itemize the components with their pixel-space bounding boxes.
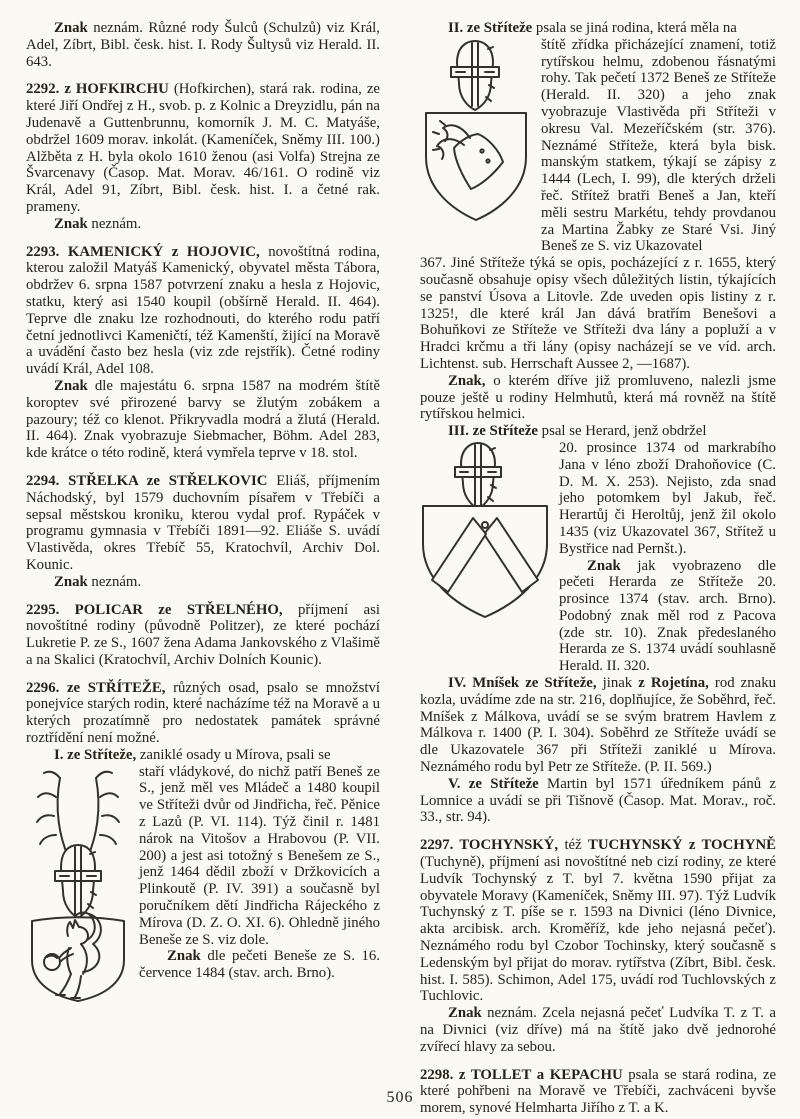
section-3-intro [420, 423, 776, 440]
section-3-body: 20. prosince 1374 od markrabího Jana v léno zboží Drahoňovice (C. D. M. X. 253). Nejisto, zda snad jeho potomkem byl Jakub, řeč. Herartůj či Heroltůj, jenž žil okolo 1435 (viz Ukazovatel 367, Střítež u Bystřice nad Pernšt.). [559, 439, 776, 557]
section-1-intro-text: zaniklé osady u Mírova, psali se [136, 746, 331, 763]
section-4-body: rod znaku kozla, uvádíme zde na str. 216, doplňujíce, že Soběhrd, řeč. Mníšek z Málkova, uvádí se se svým bratrem Havlem z Málkova r. 1400 (P. I. 304). Soběhrd ze Stříteže uvádí se dle Ukazovatele 367 při Stříteži zaniklé u Mírova. Neznámého rodu byl Petr ze Stříteže. (P. II. 569.) [420, 675, 777, 776]
section-2-znak [420, 373, 776, 423]
coat-of-arms-horned-helm-illustration [420, 37, 532, 227]
entry-2297-body: (Tuchyně), příjmení asi novoštítné neb cizí rodiny, ze které Ludvík Tochynský z T. byl 7. května 1590 přijat za obyvatele Moravy (Kameníček, Sněmy III. 97). Týž Ludvík Tuchynský z T. píše se r. 1593 na Divnici (léno Divnice, akta arcibisk. arch. Kroměříž, kde jeho nejasná pečeť). Neznámého rodu byl Czobor Tochinsky, který současně s Ledenským byl přijat do morav. rytířstva (Zíbrt, Bibl. česk. hist. I. 585). Schimon, Adel 175, uvádí rod Tuchlovských z Tuchlovic. [420, 854, 776, 1005]
section-2-heading: II. ze Stříteže [448, 20, 533, 36]
paragraph-sulc-note [26, 20, 380, 70]
entry-2292-heading: 2292. z HOFKIRCHU [26, 81, 169, 98]
entry-2295-heading: 2295. POLICAR ze STŘELNÉHO, [26, 601, 283, 618]
znak-text: neznám. Zcela nejasná pečeť Ludvíka T. z T. a na Divnici (viz dříve) má na štítě jako dvě jednorohé zvířecí hlavy za sebou. [420, 1005, 776, 1055]
section-3-heading: III. ze Stříteže [448, 423, 538, 440]
section-5-heading: V. ze Stříteže [448, 775, 539, 792]
section-5 [420, 776, 776, 826]
section-4-heading-2: z Rojetína, [638, 675, 709, 692]
entry-2297 [420, 837, 776, 1005]
section-2-wrapped-text [541, 37, 776, 255]
section-3-wrapped-text [559, 440, 776, 675]
section-2-body: štítě zřídka přicházející znamení, totiž rytířskou helmu, zdobenou řásnatými rohy. Tak pečetí 1372 Beneš ze Stříteže (Herald. II. 320) a jeho znak vyobrazuje Vlastivěda při Stříteži v okresu Val. Mezeříčském (str. 376). Neznámé Stříteže, která byla bisk. manským statkem, týkají se zápisy z 1444 (Lech, I. 99), dle kterých drželi řeč. Střítež bratři Beneš a Jan, kteří měli sestru Markétu, tehdy provdanou za Martina Žabky ze Staré Vsi. Jiný Beneš ze S. viz Ukazovatel [541, 36, 776, 255]
entry-2295 [26, 602, 380, 669]
section-5-body: Martin byl 1571 úředníkem pánů z Lomnice a uvádí se při Tišnově (Časop. Mat. Morav., roč. 33., str. 94). [420, 775, 776, 826]
entry-2296-body: různých osad, psalo se množství ponejvíce starých rodin, které nacházíme též na Moravě a u kterých prozatímně pro nedostatek památek správné roztřídění není možné. [26, 679, 380, 747]
coat-of-arms-squirrel-illustration [26, 764, 130, 1002]
entry-2296 [26, 680, 380, 747]
entry-2293-znak [26, 378, 380, 462]
entry-2297-heading-2: TUCHYNSKÝ z TOCHYNĚ [588, 837, 776, 854]
entry-2293-body: novoštítná rodina, kterou založil Matyáš Kamenický, obyvatel města Tábora, obdržev 6. srpna 1587 potvrzení znaku a hesla z Hojovic, statku, který asi 1540 koupil (obšírně Herald. II. 464). Teprve dle znaku lze rozhodnouti, do kterého rodu patří četní jednotlivci Kameničtí, též Kamenští, žijící na Moravě a uvádění často bez hesla (viz zde rejstřík). Četné rodiny uvádí Král, Adel 108. [26, 243, 380, 378]
section-1-body: staří vládykové, do nichž patří Beneš ze S., jenž měl ves Mládeč a 1480 koupil ve Stříteži dvůr od Jindřicha, řeč. Pěnice z Lazů (P. VI. 114). Týž činil r. 1481 nárok na Vitošov a Hrabovou (P. VII. 200) a jest asi totožný s Benešem ze S., jenž 1464 dědil zboží v Držkovicích a Plinkoutě (P. IV. 391) a současně byl poručníkem dětí Jindřicha Rájeckého z Mírova (D. Z. O. XI. 6). Ohledně jiného Beneše ze S. viz dole. [139, 763, 380, 948]
section-1-znak [139, 948, 380, 982]
entry-2293 [26, 244, 380, 378]
znak-label: Znak [54, 573, 88, 590]
section-2-intro-text: psala se jiná rodina, která měla na [532, 20, 737, 36]
znak-label: Znak [587, 557, 621, 574]
entry-2294-heading: 2294. STŘELKA ze STŘELKOVIC [26, 472, 268, 489]
entry-2297-heading: 2297. TOCHYNSKÝ, [420, 837, 559, 854]
znak-text: jak vyobrazeno dle pečeti Herarda ze Stříteže 20. prosince 1374 (stav. arch. Brno). Podobný znak měl rod z Pacova (zde str. 10). Znak předeslaného Herarda ze S. 1374 uvádí souhlasně Herald. II. 320. [559, 557, 776, 675]
coat-of-arms-chevron-illustration [420, 440, 550, 622]
entry-2296-heading: 2296. ze STŘÍTEŽE, [26, 679, 166, 696]
section-3-crest-row [420, 440, 776, 675]
section-4-mid: jinak [596, 675, 639, 692]
section-2-intro [420, 20, 776, 37]
znak-label: Znak [54, 20, 88, 36]
entry-2298-body: psala se stará rodina, ze které pohřbeni na Moravě ve Třebíči, zachváceni byvše morem, synové Helmharta Jiřího z T. a K. [420, 1066, 777, 1117]
entry-2292 [26, 81, 380, 215]
section-1-wrapped-text [139, 764, 380, 982]
znak-text: dle majestátu 6. srpna 1587 na modrém štítě koroptev své přirozené barvy se žlutým zobákem a pazoury; též co klenot. Přikryvadla modrá a žlutá (Herald. II. 464). Znak vyobrazuje Siebmacher, Böhm. Adel 283, kde krátce o této rodině, která vymřela teprve v 18. stol. [26, 377, 380, 462]
section-2-crest-row [420, 37, 776, 255]
znak-label: Znak [448, 1005, 482, 1022]
section-3-znak [559, 558, 776, 676]
entry-2298-heading: 2298. z TOLLET a KEPACHU [420, 1066, 623, 1083]
znak-text: neznám. [87, 573, 142, 590]
entry-2292-body: (Hofkirchen), stará rak. rodina, ze které Jiří Ondřej z H., svob. p. z Kolnic a Dreyzidlu, pán na Judenavě a Guttenbrunnu, komorník J. M. C. Matyáše, obdržel 1609 morav. inkolát. (Kameníček, Sněmy III. 100.) Alžběta z H. byla okolo 1610 ženou (asi Volfa) Strejna ze Švarcenavy (Časop. Mat. Morav. 46/161. O rodině viz Král, Adel 91, Zíbrt, Bibl. česk. hist. I. a četné rak. prameny. [26, 81, 380, 215]
section-3-intro-text: psal se Herard, jenž obdržel [537, 423, 707, 440]
entry-2294 [26, 473, 380, 574]
znak-label: Znak, [448, 372, 486, 389]
left-column [26, 20, 380, 1002]
section-1-crest-row [26, 764, 380, 1002]
section-1-heading: I. ze Stříteže, [54, 746, 137, 763]
znak-label: Znak [167, 948, 201, 965]
section-4 [420, 675, 776, 776]
paragraph-text: neznám. Různé rody Šulců (Schulzů) viz Král, Adel, Zíbrt, Bibl. česk. hist. I. Rody Šultysů viz Herald. II. 643. [26, 20, 380, 70]
squirrel-crest-drawing [26, 764, 130, 1002]
section-1-intro [26, 747, 380, 764]
entry-2294-znak [26, 574, 380, 591]
entry-2297-znak [420, 1005, 776, 1055]
entry-2293-heading: 2293. KAMENICKÝ z HOJOVIC, [26, 243, 260, 260]
entry-2297-mid: též [558, 837, 588, 854]
entry-2294-body: Eliáš, příjmením Náchodský, byl 1579 duchovním písařem v Třebíči a sepsal městskou kroniku, kterou vydal prof. Rypáček v programu gymnasia v Třebíči 1891—92. Eliáše S. uvádí Vlastivěda, okres Třebíč 55, Kratochvíl, Archiv Dol. Kounic. [26, 472, 380, 573]
entry-2292-znak [26, 216, 380, 233]
znak-label: Znak [54, 377, 88, 394]
section-2-continuation: 367. Jiné Stříteže týká se opis, pocházející z r. 1655, který současně obsahuje opisy všech důležitých listin, týkajících se panství Úsova a Litovle. Zde uveden opis listiny z r. 1325!, dle které král Jan dává bratřím Benešovi a Bohuňkovi ze Stříteže ve Stříteži dva lány a popluží a v Hradci krčmu a tři lány (opisy nacházejí se ve víd. arch. Lichtenst. sub. Herrschaft Aussee 2, —1687). [420, 255, 776, 372]
znak-text: o kterém dříve již promluveno, nalezli jsme pouze ještě u rodiny Helmhutů, která má rovněž na štítě rytířskou helmici. [420, 372, 776, 423]
section-4-heading: IV. Mníšek ze Stříteže, [448, 675, 597, 692]
znak-text: dle pečeti Beneše ze S. 16. července 1484 (stav. arch. Brno). [139, 948, 380, 982]
horned-helm-crest-drawing [420, 37, 532, 227]
entry-2295-body: příjmení asi novoštítné rodiny (původně Politzer), ze které pochází Lukretie P. ze S., 1607 žena Adama Jankovského z Vlašimě a na Skalici (Kratochvíl, Archiv Dolních Kounic). [26, 601, 380, 668]
chevron-crest-drawing [420, 440, 550, 622]
znak-label: Znak [54, 215, 88, 232]
right-column [420, 20, 776, 1117]
page-number: 506 [386, 1089, 414, 1107]
znak-text: neznám. [87, 215, 142, 232]
